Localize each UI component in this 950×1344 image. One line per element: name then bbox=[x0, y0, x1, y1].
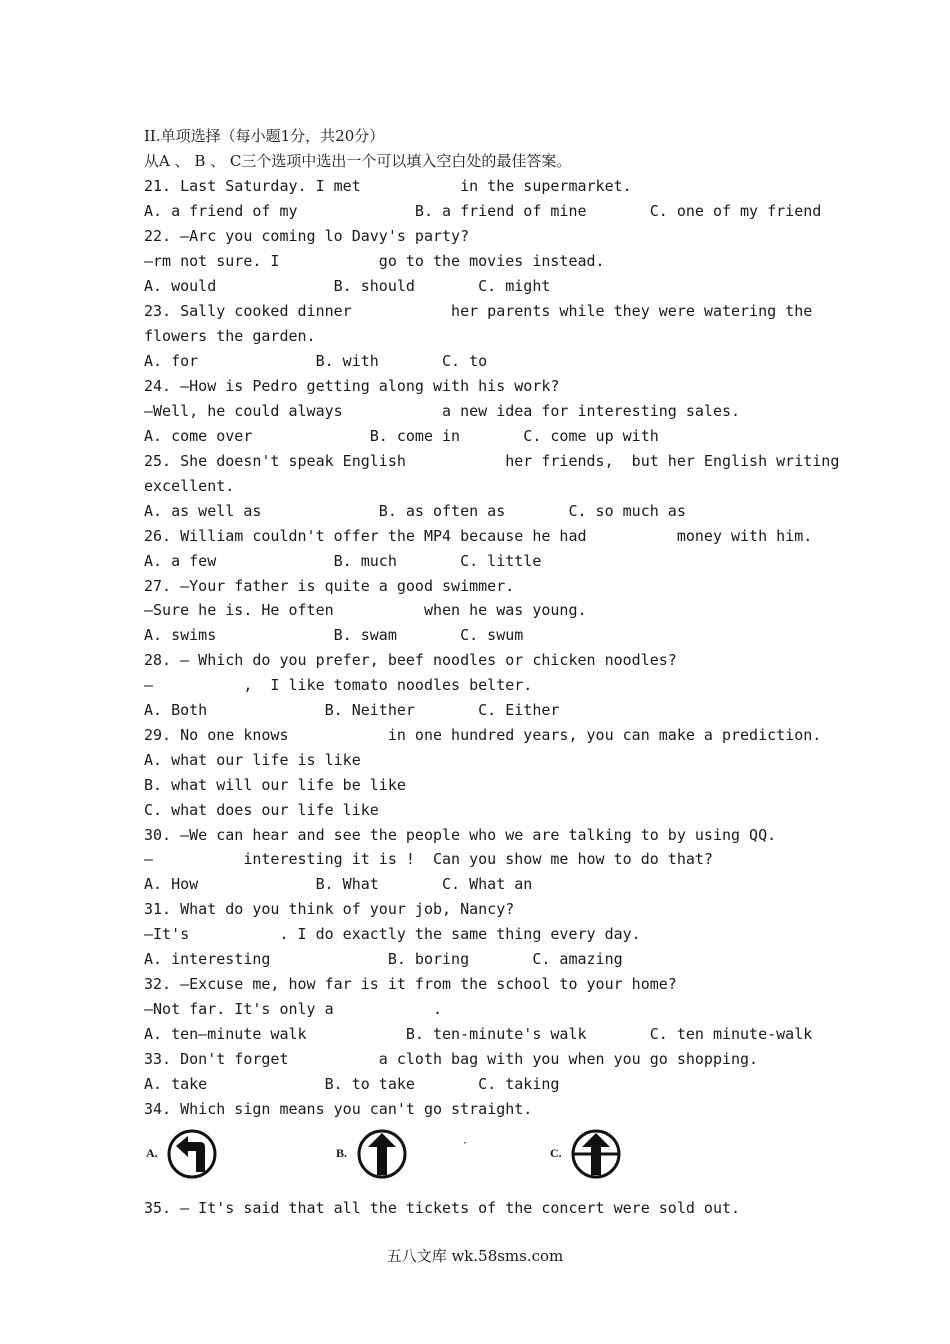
question-line: 22. —Arc you coming lo Davy's party? bbox=[144, 227, 470, 245]
question-line: A. swims B. swam C. swum bbox=[144, 626, 524, 644]
question-line: A. as well as B. as often as C. so much as bbox=[144, 502, 686, 520]
question-line: A. a friend of my B. a friend of mine C. one of my friend bbox=[144, 202, 822, 220]
question-line: A. what our life is like bbox=[144, 751, 361, 769]
question-line: 30. —We can hear and see the people who we are talking to by using QQ. bbox=[144, 826, 777, 844]
sign-label: C. bbox=[550, 1146, 562, 1160]
question-line: 33. Don't forget a cloth bag with you when you go shopping. bbox=[144, 1050, 759, 1068]
instruction: 从A 、 B 、 C三个选项中选出一个可以填入空白处的最佳答案。 bbox=[144, 152, 572, 170]
sign-label: A. bbox=[146, 1146, 158, 1160]
question-line: 26. William couldn't offer the MP4 because he had money with him. bbox=[144, 527, 813, 545]
question-line: A. come over B. come in C. come up with bbox=[144, 427, 659, 445]
question-line: A. interesting B. boring C. amazing bbox=[144, 950, 623, 968]
footer-watermark: 五八文库 wk.58sms.com bbox=[386, 1247, 564, 1265]
question-line: —rm not sure. I go to the movies instead. bbox=[144, 252, 605, 270]
question-line: B. what will our life be like bbox=[144, 776, 406, 794]
question-line: A. a few B. much C. little bbox=[144, 552, 542, 570]
question-line: C. what does our life like bbox=[144, 801, 379, 819]
question-line: 23. Sally cooked dinner her parents while they were watering the bbox=[144, 302, 813, 320]
question-line: 25. She doesn't speak English her friends, but her English writing bbox=[144, 452, 840, 470]
stray-mark: · bbox=[462, 1138, 469, 1149]
question-line: A. ten—minute walk B. ten-minute's walk C. ten minute-walk bbox=[144, 1025, 813, 1043]
question-line: — interesting it is ! Can you show me how to do that? bbox=[144, 850, 713, 868]
question-line: 35. — It's said that all the tickets of the concert were sold out. bbox=[144, 1199, 741, 1217]
question-line: —Not far. It's only a . bbox=[144, 1000, 443, 1018]
question-line: A. take B. to take C. taking bbox=[144, 1075, 560, 1093]
question-line: A. for B. with C. to bbox=[144, 352, 488, 370]
straight-arrow-sign-icon bbox=[356, 1128, 408, 1180]
question-line: A. would B. should C. might bbox=[144, 277, 551, 295]
turn-left-arrow-sign-icon bbox=[166, 1128, 218, 1180]
question-line: 27. —Your father is quite a good swimmer. bbox=[144, 577, 515, 595]
question-line: excellent. bbox=[144, 477, 235, 495]
section-title: II.单项选择（每小题1分，共20分） bbox=[144, 127, 385, 145]
question-line: 34. Which sign means you can't go straight. bbox=[144, 1100, 533, 1118]
question-line: A. Both B. Neither C. Either bbox=[144, 701, 560, 719]
question-line: 32. —Excuse me, how far is it from the school to your home? bbox=[144, 975, 677, 993]
question-line: 31. What do you think of your job, Nancy? bbox=[144, 900, 515, 918]
question-line: 29. No one knows in one hundred years, you can make a prediction. bbox=[144, 726, 822, 744]
question-line: —Well, he could always a new idea for interesting sales. bbox=[144, 402, 741, 420]
question-line: —Sure he is. He often when he was young. bbox=[144, 601, 587, 619]
question-line: flowers the garden. bbox=[144, 327, 316, 345]
question-line: 24. —How is Pedro getting along with his work? bbox=[144, 377, 560, 395]
question-line: A. How B. What C. What an bbox=[144, 875, 533, 893]
sign-label: B. bbox=[336, 1146, 348, 1160]
straight-arrow-crossed-sign-icon bbox=[570, 1128, 622, 1180]
question-line: — , I like tomato noodles belter. bbox=[144, 676, 533, 694]
question-line: 28. — Which do you prefer, beef noodles or chicken noodles? bbox=[144, 651, 677, 669]
question-line: —It's . I do exactly the same thing every day. bbox=[144, 925, 641, 943]
question-line: 21. Last Saturday. I met in the supermarket. bbox=[144, 177, 632, 195]
sign-options bbox=[144, 1126, 664, 1182]
